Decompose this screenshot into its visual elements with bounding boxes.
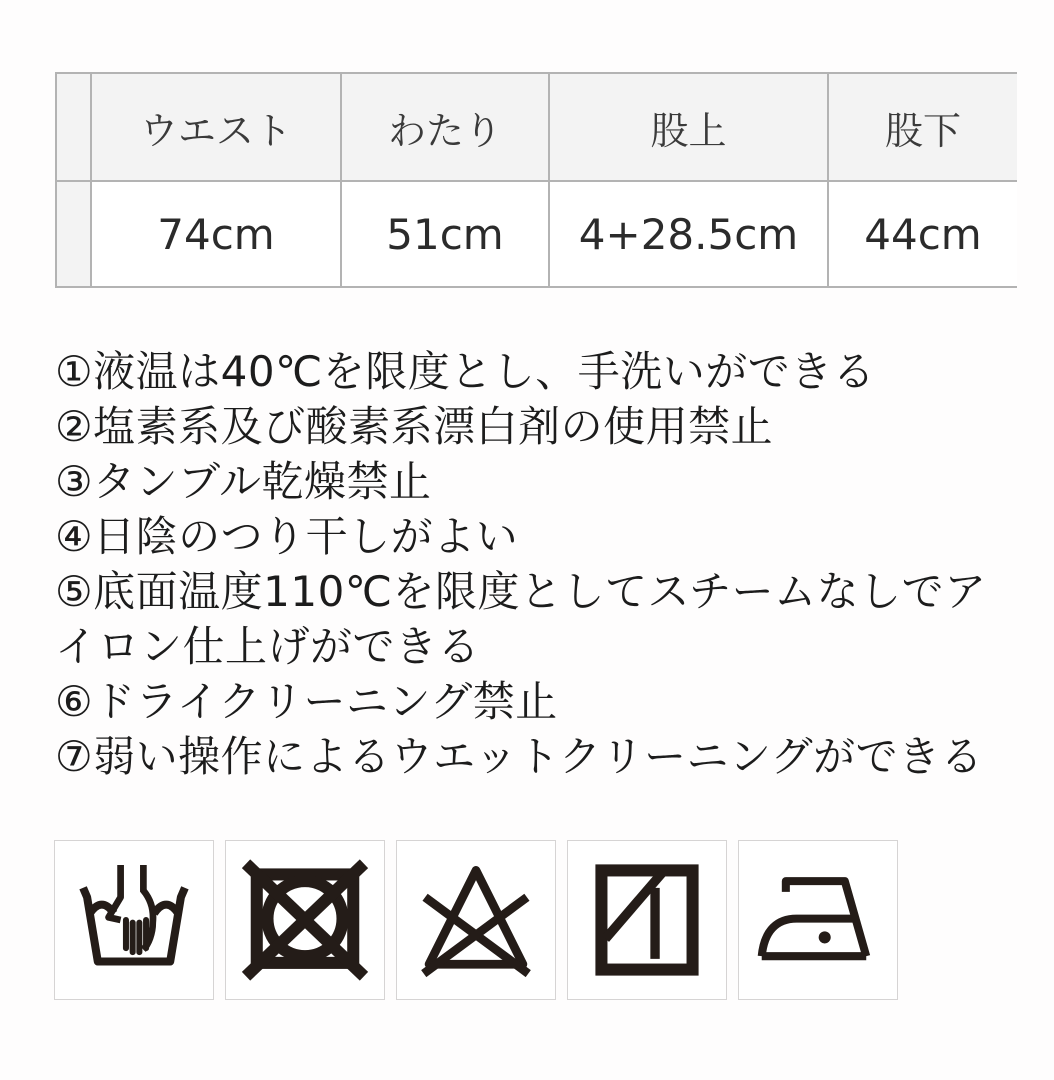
care-instruction-4: ④日陰のつり干しがよい: [55, 512, 519, 561]
size-value-watari: 51cm: [340, 180, 548, 288]
size-value-waist: 74cm: [90, 180, 340, 288]
size-table-stub-cell: [55, 180, 90, 288]
iron-low-heat-icon: [738, 840, 898, 1000]
care-instruction-1: ①液温は40℃を限度とし、手洗いができる: [55, 347, 876, 396]
care-instruction-5: ⑤底面温度110℃を限度としてスチームなしでアイロン仕上げができる: [55, 567, 987, 671]
care-instruction-3: ③タンブル乾燥禁止: [55, 457, 432, 506]
do-not-bleach-icon: [396, 840, 556, 1000]
line-dry-in-shade-icon: [567, 840, 727, 1000]
hand-wash-icon: [54, 840, 214, 1000]
size-spec-table: [55, 72, 1017, 288]
size-table-stub-header: [55, 72, 90, 180]
care-instructions: [55, 344, 1020, 784]
care-instruction-6: ⑥ドライクリーニング禁止: [55, 677, 558, 726]
size-col-header-waist: ウエスト: [90, 72, 340, 180]
do-not-tumble-dry-icon: [225, 840, 385, 1000]
size-value-rise: 4+28.5cm: [548, 180, 827, 288]
care-instruction-2: ②塩素系及び酸素系漂白剤の使用禁止: [55, 402, 774, 451]
care-instruction-7: ⑦弱い操作によるウエットクリーニングができる: [55, 732, 984, 781]
size-col-header-watari: わたり: [340, 72, 548, 180]
size-value-inseam: 44cm: [827, 180, 1017, 288]
size-col-header-inseam: 股下: [827, 72, 1017, 180]
size-col-header-rise: 股上: [548, 72, 827, 180]
care-symbol-row: [54, 840, 898, 1000]
